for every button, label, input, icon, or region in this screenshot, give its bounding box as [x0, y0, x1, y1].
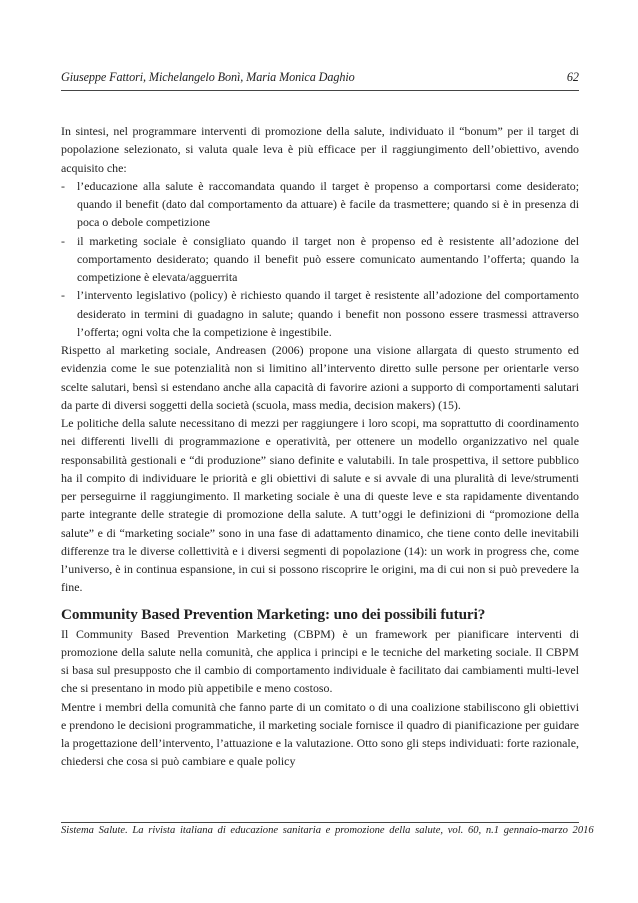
- list-dash: -: [61, 288, 65, 303]
- header-authors: Giuseppe Fattori, Michelangelo Bonì, Maria Monica Daghio: [61, 70, 355, 84]
- paragraph-membri: Mentre i membri della comunità che fanno parte di un comitato o di una coalizione stabiliscono gli obiettivi e prendono le decisioni programmatiche, il marketing sociale fornisce il quadro di pianificazione per guidare la progettazione dell’intervento, l’attuazione e la valutazione. Otto sono gli steps individuati: forte razionale, chiedersi che cosa si può cambiare e quale policy: [61, 699, 579, 769]
- list-item: [61, 232, 579, 287]
- list-item: [61, 286, 579, 341]
- page-number: 62: [566, 70, 579, 84]
- list-item-text: l’intervento legislativo (policy) è richiesto quando il target è resistente all’adozione del comportamento desiderato in termini di guadagno in salute; quando i benefit non possono essere trasmessi attraverso l’offerta; ogni volta che la competizione è ingestibile.: [77, 288, 579, 339]
- list-item-text: il marketing sociale è consigliato quando il target non è propenso ed è resistente all’adozione del comportamento desiderato; quando il benefit può essere comunicato aumentando l’offerta; quando la competizione è elevata/agguerrita: [77, 233, 579, 284]
- list-item: [61, 177, 579, 232]
- paragraph-andreasen: Rispetto al marketing sociale, Andreasen (2006) propone una visione allargata di questo strumento ed evidenzia come le sue potenzialità non si limitino all’intervento diretto sulle persone per orientarle verso scelte salutari, bensì si estendano anche alla capacità di favorire azioni a supporto di comportamenti salutari da parte di diversi soggetti della società (scuola, mass media, decision makers) (15).: [61, 343, 579, 412]
- footer-journal: Sistema Salute. La rivista italiana di educazione sanitaria e promozione della salute, vol. 60, n.1 gennaio-marzo 2016: [61, 825, 594, 836]
- section-title: Community Based Prevention Marketing: uno dei possibili futuri?: [61, 605, 486, 623]
- running-footer: [61, 822, 594, 838]
- intro-paragraph: In sintesi, nel programmare interventi di promozione della salute, individuato il “bonum” per il target di popolazione selezionato, si valuta quale leva è più efficace per il raggiungimento dell’obiettivo, avendo acquisito che:: [61, 124, 579, 175]
- article-body: [61, 122, 579, 771]
- running-header: [61, 70, 579, 91]
- paragraph-politiche: Le politiche della salute necessitano di mezzi per raggiungere i loro scopi, ma soprattutto di coordinamento nei differenti livelli di programmazione e operatività, per ottenere un modello organizzativo nel quale responsabilità gestionali e “di produzione” siano definite e valutabili. In tale prospettiva, il settore pubblico ha il compito di individuare le priorità e gli obiettivi di salute e si avvale di una pluralità di leve/strumenti per perseguirne il raggiungimento. Il marketing sociale è una di queste leve e sta rapidamente diventando parte integrante delle strategie di promozione della salute. A tutt’oggi le definizioni di “promozione della salute” e di “marketing sociale” sono in una fase di adattamento dinamico, che tiene conto delle inevitabili differenze tra le diverse collettività e i diversi segmenti di popolazione (14): un work in progress che, come l’universo, è in continua espansione, in cui si possono riscoprire le origini, ma di cui non si può prevedere la fine.: [61, 416, 579, 595]
- list-item-text: l’educazione alla salute è raccomandata quando il target è propenso a comportarsi come desiderato; quando il benefit (dato dal comportamento da attuare) è facile da trasmettere; quando si è in presenza di poca o debole competizione: [77, 178, 579, 230]
- paragraph-cbpm: Il Community Based Prevention Marketing (CBPM) è un framework per pianificare interventi di promozione della salute nella comunità, che applica i principi e le tecniche del marketing sociale. Il CBPM si basa sul presupposto che il cambio di comportamento individuale è facilitato dai cambiamenti multi-level che si presentano in modo più appetibile e meno costoso.: [61, 626, 579, 696]
- list-dash: -: [61, 233, 65, 248]
- list-dash: -: [61, 178, 65, 193]
